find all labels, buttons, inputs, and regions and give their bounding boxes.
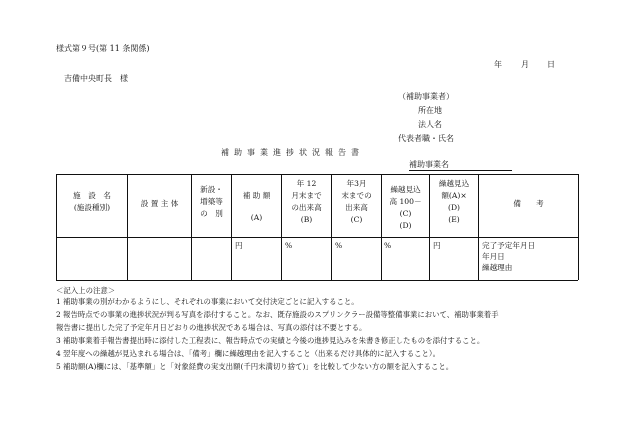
header-dec-rate-line: の出来高 — [291, 203, 322, 212]
note-item: 2 報告時点での事業の進捗状況が判る写真を添付すること。なお、既存施設のスプリンクラー設備等整備事業において、補助事業着手 — [56, 310, 499, 319]
applicant-address: 所在地 — [418, 106, 442, 115]
header-category — [192, 184, 231, 220]
cell-carry-amt-unit: 円 — [433, 241, 441, 250]
header-subsidy-line: (A) — [250, 213, 263, 222]
remarks-line: 繰越理由 — [482, 263, 513, 272]
cell-dec-unit: % — [285, 241, 293, 250]
cell-subsidy-unit: 円 — [235, 241, 243, 250]
header-subsidy — [232, 190, 281, 224]
header-carry-amt-line: 繰越見込 — [438, 179, 470, 188]
header-carry-rate-line: (D) — [399, 221, 412, 230]
header-dec-rate-line: (B) — [300, 215, 313, 224]
header-facility-line: 施 設 名 — [73, 191, 111, 200]
header-dec-rate-line: 年 12 — [296, 179, 317, 188]
table-top-border — [56, 174, 578, 175]
header-category-line: 新設・ — [200, 185, 223, 194]
note-item: 5 補助額(A)欄には、「基準額」と「対象経費の実支出額(千円未満切り捨て)」を比較して少ない方の額を記入すること。 — [56, 362, 454, 371]
table-col-line — [578, 174, 579, 280]
date-day: 日 — [547, 60, 555, 69]
cell-mar-unit: % — [335, 241, 343, 250]
table-col-line — [478, 174, 479, 280]
header-carry-rate-line: 繰越見込 — [390, 185, 421, 194]
note-item: 3 補助事業着手報告書提出時に添付した工程表に、報告時点での実績と今後の進捗見込みを朱書き修正したものを添付すること。 — [56, 336, 485, 345]
header-facility-line: (施設種別) — [73, 203, 111, 212]
header-carry-rate-line: (C) — [399, 209, 412, 218]
document-title: 補助事業進捗状況報告書 — [221, 148, 364, 157]
header-dec-rate-line: 月末まで — [291, 191, 322, 200]
header-operator: 設 置 主 体 — [140, 199, 179, 208]
addressee: 吉備中央町長 様 — [64, 74, 128, 83]
header-mar-rate-line: 末までの — [341, 191, 372, 200]
header-carry-amt-line: 額(A)× — [441, 191, 467, 200]
remarks-line: 年月日 — [482, 252, 505, 261]
cell-carry-rate-unit: % — [384, 241, 392, 250]
header-carry-rate — [382, 184, 429, 232]
notes-heading: ＜記入上の注意＞ — [56, 286, 116, 295]
header-mar-rate-line: (C) — [350, 215, 363, 224]
header-carry-rate-line: 高 100－ — [389, 197, 422, 206]
header-mar-rate-line: 出来高 — [345, 203, 368, 212]
header-facility — [57, 190, 127, 214]
header-carry-amt-line: (D) — [447, 203, 460, 212]
header-subsidy-line: 補 助 額 — [242, 191, 271, 200]
table-col-line — [127, 174, 128, 280]
applicant-corp: 法人名 — [418, 120, 442, 129]
project-name-label: 補助事業名 — [409, 160, 512, 171]
applicant-role: （補助事業者） — [398, 92, 454, 101]
header-remarks: 備 考 — [513, 199, 544, 208]
table-header-divider — [56, 237, 578, 238]
table-bottom-border — [56, 280, 578, 281]
remarks-line: 完了予定年月日 — [482, 241, 536, 250]
header-mar-rate — [332, 178, 381, 226]
header-category-line: の 別 — [200, 209, 223, 218]
applicant-rep: 代表者職・氏名 — [398, 134, 454, 143]
date-month: 月 — [521, 60, 529, 69]
date-year: 年 — [494, 60, 502, 69]
header-carry-amt-line: (E) — [448, 215, 460, 224]
header-mar-rate-line: 年3月 — [346, 179, 367, 188]
form-number: 様式第９号(第 11 条関係) — [56, 44, 150, 53]
note-item: 4 翌年度への繰越が見込まれる場合は、「備考」欄に繰越理由を記入すること（出来るだけ具体的に記入すること）。 — [56, 349, 440, 358]
header-carry-amt — [430, 178, 478, 226]
note-item: 1 補助事業の別がわかるようにし、それぞれの事業において交付決定ごとに記入すること。 — [56, 297, 359, 306]
note-item: 報告書に提出した完了予定年月日どおりの進捗状況である場合は、写真の添付は不要とする。 — [56, 323, 367, 332]
header-category-line: 増築等 — [200, 197, 223, 206]
cell-remarks — [482, 240, 535, 273]
header-dec-rate — [282, 178, 331, 226]
